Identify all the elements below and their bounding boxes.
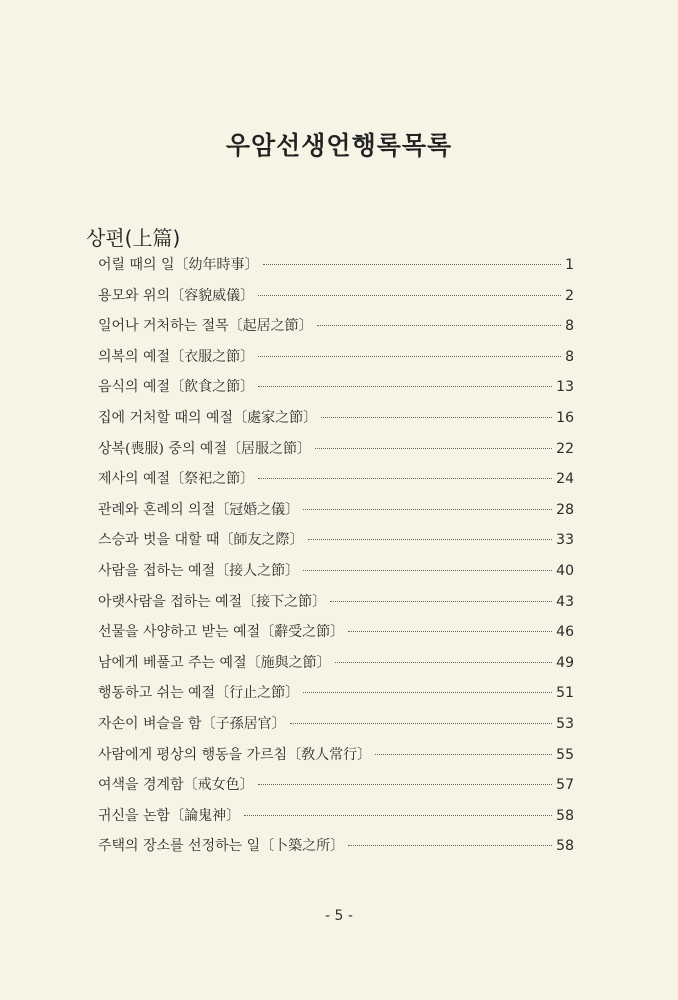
dot-leader bbox=[290, 723, 553, 724]
toc-entry-page: 55 bbox=[556, 746, 574, 763]
toc-entry-title: 주택의 장소를 선정하는 일〔卜築之所〕 bbox=[98, 838, 345, 855]
toc-entry bbox=[98, 529, 574, 560]
toc-entry-page: 58 bbox=[556, 807, 574, 824]
toc-entry-page: 53 bbox=[556, 715, 574, 732]
dot-leader bbox=[258, 356, 561, 357]
dot-leader bbox=[335, 662, 553, 663]
toc-entry-page: 51 bbox=[556, 685, 574, 702]
toc-entry bbox=[98, 315, 574, 346]
toc-entry-title: 귀신을 논함〔論鬼神〕 bbox=[98, 807, 241, 824]
toc-entry bbox=[98, 254, 574, 285]
toc-entry bbox=[98, 285, 574, 316]
toc-entry-title: 사람을 접하는 예절〔接人之節〕 bbox=[98, 562, 300, 579]
toc-entry bbox=[98, 407, 574, 438]
toc-entry-page: 43 bbox=[556, 593, 574, 610]
toc-entry-page: 40 bbox=[556, 562, 574, 579]
dot-leader bbox=[303, 570, 552, 571]
toc-entry bbox=[98, 835, 574, 866]
page-title: 우암선생언행록목록 bbox=[225, 131, 453, 160]
dot-leader bbox=[375, 754, 552, 755]
toc-entry bbox=[98, 652, 574, 683]
toc-entry bbox=[98, 468, 574, 499]
toc-entry bbox=[98, 499, 574, 530]
toc-entry-page: 33 bbox=[556, 532, 574, 549]
dot-leader bbox=[308, 539, 553, 540]
toc-entry-title: 상복(喪服) 중의 예절〔居服之節〕 bbox=[98, 440, 311, 457]
toc-entry-page: 22 bbox=[556, 440, 574, 457]
toc-entry-page: 57 bbox=[556, 777, 574, 794]
toc-entry bbox=[98, 744, 574, 775]
toc-entry bbox=[98, 805, 574, 836]
dot-leader bbox=[263, 264, 562, 265]
table-of-contents bbox=[98, 254, 574, 866]
toc-entry-title: 아랫사람을 접하는 예절〔接下之節〕 bbox=[98, 593, 327, 610]
toc-entry bbox=[98, 438, 574, 469]
toc-entry-page: 58 bbox=[556, 838, 574, 855]
toc-entry bbox=[98, 682, 574, 713]
toc-entry-page: 24 bbox=[556, 471, 574, 488]
toc-entry-page: 2 bbox=[565, 287, 574, 304]
toc-entry-title: 제사의 예절〔祭祀之節〕 bbox=[98, 471, 255, 488]
section-heading: 상편(上篇) bbox=[86, 226, 181, 250]
toc-entry-title: 용모와 위의〔容貌威儀〕 bbox=[98, 287, 255, 304]
toc-entry bbox=[98, 713, 574, 744]
toc-entry bbox=[98, 591, 574, 622]
toc-entry-title: 어릴 때의 일〔幼年時事〕 bbox=[98, 257, 259, 273]
toc-entry-title: 관례와 혼례의 의절〔冠婚之儀〕 bbox=[98, 501, 300, 518]
toc-entry bbox=[98, 346, 574, 377]
toc-entry-title: 음식의 예절〔飮食之節〕 bbox=[98, 379, 255, 396]
dot-leader bbox=[258, 386, 552, 387]
dot-leader bbox=[330, 601, 552, 602]
toc-entry-title: 스승과 벗을 대할 때〔師友之際〕 bbox=[98, 532, 304, 549]
toc-entry-page: 16 bbox=[556, 409, 574, 426]
toc-entry-page: 28 bbox=[556, 501, 574, 518]
dot-leader bbox=[258, 784, 553, 785]
dot-leader bbox=[244, 815, 552, 816]
toc-entry bbox=[98, 376, 574, 407]
toc-entry-title: 집에 거처할 때의 예절〔處家之節〕 bbox=[98, 409, 318, 426]
toc-entry-page: 46 bbox=[556, 624, 574, 641]
dot-leader bbox=[348, 631, 552, 632]
toc-entry-title: 사람에게 평상의 행동을 가르침〔敎人常行〕 bbox=[98, 746, 372, 763]
toc-entry-page: 13 bbox=[556, 379, 574, 396]
toc-entry-title: 남에게 베풀고 주는 예절〔施與之節〕 bbox=[98, 654, 331, 671]
toc-entry-title: 자손이 벼슬을 함〔子孫居官〕 bbox=[98, 715, 286, 732]
toc-entry-page: 49 bbox=[556, 654, 574, 671]
toc-entry-page: 1 bbox=[565, 257, 574, 273]
toc-entry-title: 선물을 사양하고 받는 예절〔辭受之節〕 bbox=[98, 624, 345, 641]
toc-entry bbox=[98, 621, 574, 652]
toc-entry bbox=[98, 774, 574, 805]
toc-entry-page: 8 bbox=[565, 318, 574, 335]
dot-leader bbox=[317, 325, 561, 326]
page-number: - 5 - bbox=[325, 908, 353, 924]
toc-entry-title: 여색을 경계함〔戒女色〕 bbox=[98, 777, 254, 794]
dot-leader bbox=[321, 417, 552, 418]
dot-leader bbox=[258, 295, 561, 296]
dot-leader bbox=[258, 478, 552, 479]
toc-entry bbox=[98, 560, 574, 591]
toc-entry-title: 일어나 거처하는 절목〔起居之節〕 bbox=[98, 318, 313, 335]
toc-entry-title: 행동하고 쉬는 예절〔行止之節〕 bbox=[98, 685, 300, 702]
dot-leader bbox=[315, 448, 552, 449]
toc-entry-title: 의복의 예절〔衣服之節〕 bbox=[98, 348, 255, 365]
dot-leader bbox=[303, 692, 552, 693]
dot-leader bbox=[303, 509, 552, 510]
dot-leader bbox=[348, 845, 552, 846]
toc-entry-page: 8 bbox=[565, 348, 574, 365]
